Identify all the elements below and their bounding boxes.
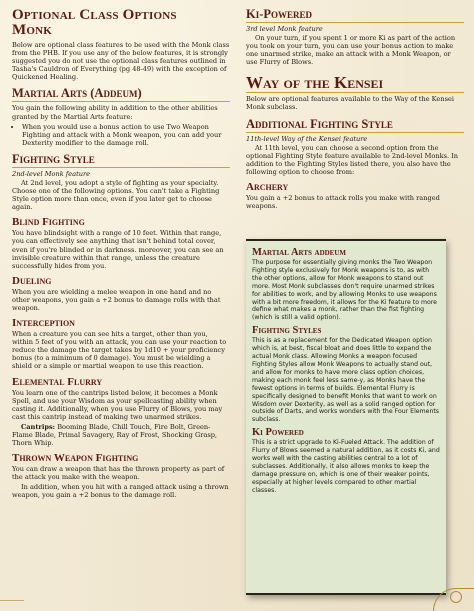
martial-arts-bullet: • When you would use a bonus action to use Two Weapon Fighting and attack with a Monk weapon, you can add your Dexterity modifier to the damage roll. [22, 123, 230, 147]
archery-heading: Archery [246, 180, 289, 193]
additional-fighting-style-heading: Additional Fighting Style [246, 118, 464, 133]
fighting-style-subtitle: 2nd-level Monk feature [12, 169, 91, 178]
additional-fighting-style-subtitle: 11th-level Way of the Kensei feature [246, 134, 368, 143]
cantrips-label: Cantrips: [21, 422, 56, 431]
box-martial-arts-text: The purpose for essentially giving monks the Two Weapon Fighting style exclusively for Monk weapons is to, as with the other options, allow for Monk weapons to stand out more. Most Monk subclasses don't require unarmed strikes for abilities to work, and by allowing Monks to use weapons with a bit more freedom, it allows for the Ki feature to more define what makes a monk, rather than the fist fighting (which is still a valid option). [252, 259, 437, 322]
blind-fighting-text: You have blindsight with a range of 10 feet. Within that range, you can effectively see anything that isn't behind total cover, even if you're blinded or in darkness. moreover, you can see an invisible creature within that range, unless the creature successfully hides from you. [12, 229, 224, 270]
archery-text: You gain a +2 bonus to attack rolls you make with ranged weapons. [246, 193, 440, 211]
martial-arts-text: You gain the following ability in addition to the other abilities granted by the Martial Arts feature: [12, 104, 218, 121]
blind-fighting-heading: Blind Fighting [12, 216, 85, 229]
dueling-text: When you are wielding a melee weapon in one hand and no other weapons, you gain a +2 bonus to damage rolls with that weapon. [12, 287, 221, 312]
left-column [12, 8, 230, 502]
interception-text: When a creature you can see hits a target, other than you, within 5 feet of you with an attack, you can use your reaction to reduce the damage the target takes by 1d10 + your proficiency bonus (to a minimum of 0 damage). You must be wielding a shield or a simple or martial weapon to use this reaction. [12, 330, 227, 371]
footer-rule [0, 600, 24, 611]
martial-arts-heading: Martial Arts (Addeum) [12, 87, 230, 102]
elemental-flurry-heading: Elemental Flurry [12, 375, 103, 388]
thrown-weapon-text-2: In addition, when you hit with a ranged attack using a thrown weapon, you gain a +2 bonus to the damage roll. [12, 483, 229, 500]
page-subtitle: Monk [12, 22, 53, 38]
ki-powered-text: On your turn, if you spent 1 or more Ki as part of the action you took on your turn, you can use your bonus action to make one unarmed strike, make an attack with a Monk Weapon, or use Flurry of Blows. [246, 34, 456, 67]
thrown-weapon-heading: Thrown Weapon Fighting [12, 452, 139, 465]
intro-text: Below are optional class features to be used with the Monk class from the PHB. If you use any of the below features, it is strongly suggested you do not use the optional class features outlined in Tasha's Cauldron of Everything (pg 48-49) with the exception of Quickened Healing. [12, 41, 230, 82]
interception-heading: Interception [12, 317, 75, 330]
page-title: Optional Class Options [12, 7, 177, 23]
box-fighting-styles-text: This is as a replacement for the Dedicated Weapon option which is, at best, fiscal bloat and does little to expand the actual Monk class. Allowing Monks a weapon focused Fighting Styles allow Monk Weapons to actually stand out, and allow for monks to have more class option choices, making each monk feel less same-y, as Monks have the fewest options in terms of builds. Elemental Flurry is specifically designed to benefit Monks that want to work on Wisdom over Dexterity, as well as a solid ranged option for outside of Darts, and works wonders with the Four Elements subclass. [252, 337, 440, 424]
box-ki-powered-text: This is a strict upgrade to Ki-Fueled Attack. The addition of Flurry of Blows seemed a natural addition, as it costs Ki, and works well with the casting abilities central to a lot of subclasses. Additionally, it also allows monks to keep the damage pressure on, which is one of their weaker points, especially at higher levels compared to other martial classes. [252, 439, 440, 494]
dueling-heading: Dueling [12, 274, 52, 287]
box-martial-arts-heading: Martial Arts addeum [252, 247, 347, 258]
fighting-style-text: At 2nd level, you adopt a style of fighting as your specialty. Choose one of the following options. You can't take a Fighting Style option more than once, even if you later get to choose again. [12, 178, 220, 212]
thrown-weapon-text-1: You can draw a weapon that has the thrown property as part of the attack you make with the weapon. [12, 465, 225, 482]
kensei-text: Below are optional features available to the Way of the Kensei Monk subclass. [246, 95, 454, 112]
elemental-flurry-text: You learn one of the cantrips listed below, it becomes a Monk Spell, and use your Wisdom as your spellcasting ability when casting it. Additionally, when you use Flurry of Blows, you may cast this cantrip instead of making two unarmed strikes. [12, 388, 223, 421]
additional-fighting-style-text: At 11th level, you can choose a second option from the optional Fighting Style feature available to 2nd-level Monks. In addition to the Fighting Styles listed there, you also have the following option to choose from: [246, 143, 458, 176]
kensei-heading: Way of the Kensei [246, 74, 464, 93]
right-column [246, 8, 464, 212]
ki-powered-heading: Ki-Powered [246, 8, 464, 23]
cantrips-text: Booming Blade, Chill Touch, Fire Bolt, Green-Flame Blade, Primal Savagery, Ray of Frost, Shocking Grasp, Thorn Whip. [12, 422, 218, 448]
box-fighting-styles-heading: Fighting Styles [252, 325, 322, 337]
martial-arts-list [12, 123, 230, 147]
box-ki-powered-heading: Ki Powered [252, 427, 304, 439]
ki-powered-subtitle: 3rd level Monk feature [246, 25, 323, 33]
cantrips-line [12, 423, 230, 447]
corner-ornament-circle [450, 591, 462, 603]
fighting-style-heading: Fighting Style [12, 153, 230, 168]
designer-notes-box [246, 239, 446, 595]
